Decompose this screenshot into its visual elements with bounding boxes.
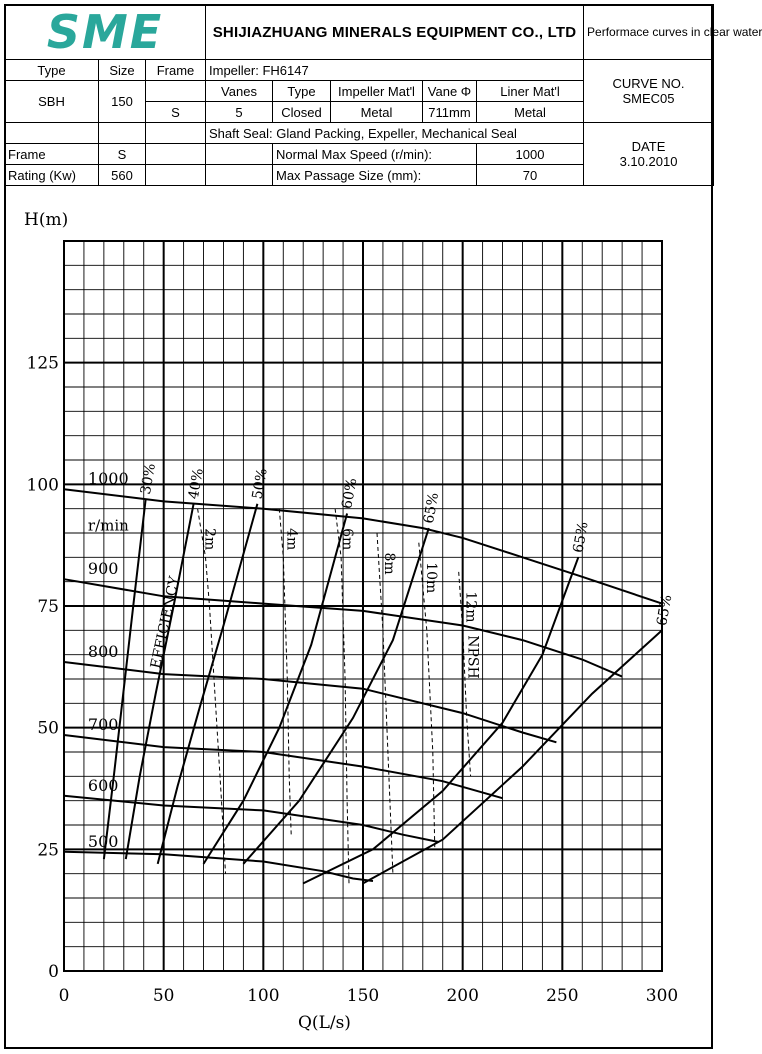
npsh-curve-2m [198,509,226,874]
efficiency-label: 60% [339,476,361,511]
efficiency-label: 65% [420,491,443,525]
efficiency-label: 50% [249,467,271,501]
head-curve-500 [64,852,373,881]
y-tick-label: 25 [37,840,59,861]
x-tick-label: 0 [58,986,70,1006]
y-tick-label: 50 [37,718,59,739]
x-axis-label: Q(L/s) [298,1013,351,1033]
vane-diameter-value: 711mm [423,102,477,123]
type-value: SBH [5,81,99,123]
size-header: Size [99,60,146,81]
frame-row-label: Frame [5,144,99,165]
company-name: SHIJIAZHUANG MINERALS EQUIPMENT CO., LTD [212,23,577,41]
npsh-label-6m: 6m [339,528,356,551]
passage-label: Max Passage Size (mm): [273,165,477,186]
speed-label-800: 800 [87,641,119,661]
npsh-label-8m: 8m [380,552,397,575]
vanes-value: 5 [206,102,273,123]
logo-cell [5,5,206,60]
y-tick-label: 0 [48,962,59,982]
chart-grid [64,241,662,971]
efficiency-curve-65% [243,528,428,864]
speed-label: Normal Max Speed (r/min): [273,144,477,165]
rating-label: Rating (Kw) [5,165,99,186]
impeller-material-header: Impeller Mat'l [331,81,423,102]
blank-cell [206,144,273,165]
npsh-label-10m: 10m [422,562,439,594]
npsh-caption: NPSH [464,635,481,679]
vane-diameter-header: Vane Φ [423,81,477,102]
vanes-header: Vanes [206,81,273,102]
blank-cell [146,123,206,144]
shaft-seal-info: Shaft Seal: Gland Packing, Expeller, Mechanical Seal [206,123,584,144]
efficiency-label: 40% [185,467,207,501]
liner-material-value: Metal [477,102,584,123]
x-tick-label: 200 [446,986,479,1006]
frame-row-value: S [99,144,146,165]
passage-value: 70 [477,165,584,186]
frame-blank [146,81,206,102]
x-tick-label: 150 [346,986,380,1006]
blank-cell [5,123,99,144]
npsh-label-12m: 12m [462,591,479,623]
blank-cell [99,123,146,144]
curve-number-label: CURVE NO. [612,76,685,91]
blank-cell [146,144,206,165]
liner-material-header: Liner Mat'l [477,81,584,102]
curve-number-value: SMEC05 [622,91,675,106]
date-value: 3.10.2010 [619,154,678,169]
efficiency-label: 65% [654,593,676,628]
x-tick-label: 100 [247,986,280,1006]
pump-performance-chart [4,182,713,1044]
frame-value: S [146,102,206,123]
header-table [4,4,762,183]
y-axis-label: H(m) [24,210,69,230]
x-tick-label: 50 [152,986,175,1006]
company-logo: SME [46,5,164,59]
company-name-cell [206,5,584,60]
speed-label-600: 600 [87,775,119,795]
y-tick-label: 125 [26,353,59,374]
frame-header: Frame [146,60,206,81]
speed-label-700: 700 [87,714,119,734]
efficiency-caption: EFFICIENCY [147,574,184,671]
impeller-info: Impeller: FH6147 [206,60,584,81]
x-tick-label: 300 [645,986,679,1006]
y-tick-label: 75 [37,597,59,617]
y-tick-label: 100 [26,475,59,496]
size-value: 150 [99,81,146,123]
date-label: DATE [631,139,666,154]
npsh-label-2m: 2m [201,528,218,551]
speed-label-500: 500 [87,831,119,851]
date-cell [584,123,714,186]
speed-label-900: 900 [87,559,119,579]
curve-number-cell [584,60,714,123]
speed-value: 1000 [477,144,584,165]
type-header: Type [5,60,99,81]
efficiency-label: 65% [570,520,592,555]
impeller-material-value: Metal [331,102,423,123]
efficiency-label: 30% [137,462,160,496]
efficiency-curve-65% [363,630,662,883]
x-tick-label: 250 [546,986,579,1006]
vane-type-header: Type [273,81,331,102]
vane-type-value: Closed [273,102,331,123]
speed-unit-label: r/min [87,516,129,535]
rating-value: 560 [99,165,146,186]
npsh-curve-6m [335,509,349,884]
document-title: Performace curves in clear water [584,5,714,60]
npsh-label-4m: 4m [283,528,300,551]
speed-label-1000: 1000 [87,469,129,489]
